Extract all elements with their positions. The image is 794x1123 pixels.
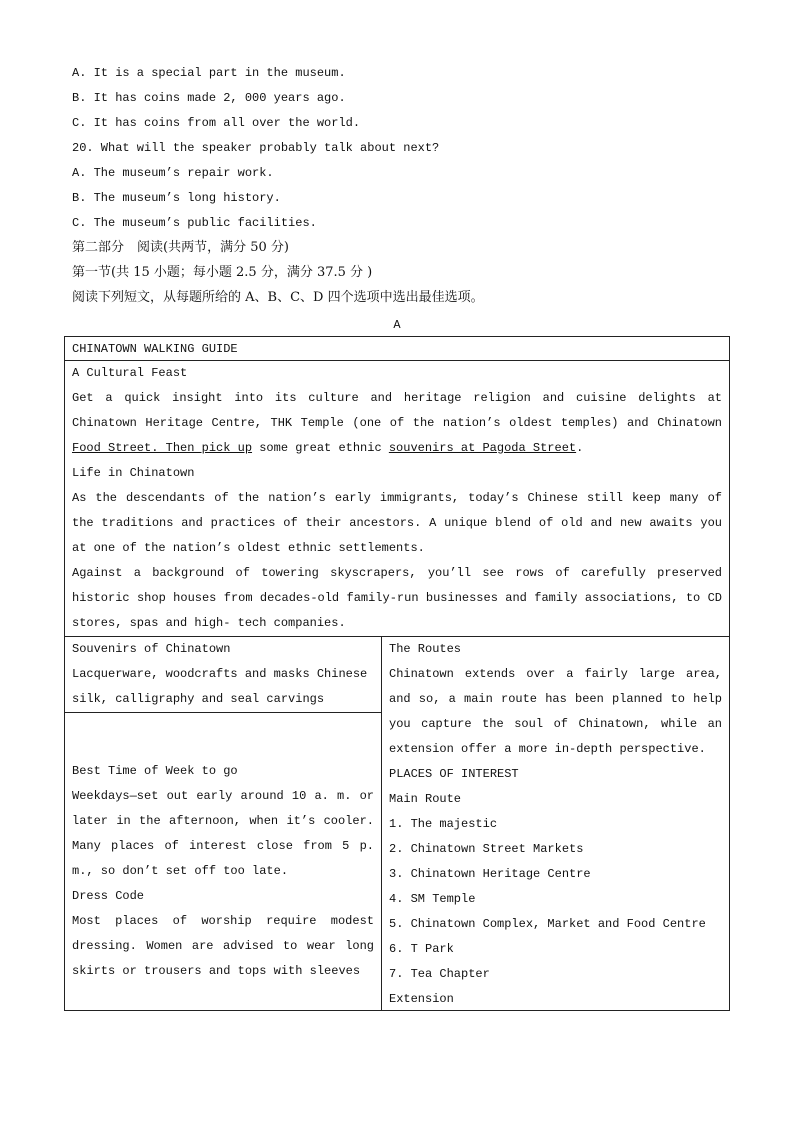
- cultural-feast-text: .: [576, 441, 584, 455]
- question-20: 20. What will the speaker probably talk about next?: [72, 141, 440, 155]
- guide-main-text: [72, 361, 722, 636]
- guide-right-column: [382, 637, 729, 1010]
- route-item: 7. Tea Chapter: [389, 967, 490, 981]
- route-item: 5. Chinatown Complex, Market and Food Centre: [389, 917, 706, 931]
- guide-main-row: [65, 361, 729, 637]
- route-item: 3. Chinatown Heritage Centre: [389, 867, 591, 881]
- extension-label: Extension: [389, 992, 454, 1006]
- route-item: 6. T Park: [389, 942, 454, 956]
- routes-block: [389, 637, 722, 1012]
- guide-title-row: [65, 337, 729, 361]
- cultural-feast-text: Get a quick insight into its culture and heritage religion and cuisine delights at Chinatown Heritage Centre, THK Temple (one of the nation’s oldest temples) and Chinatown: [72, 391, 722, 430]
- guide-title: CHINATOWN WALKING GUIDE: [72, 342, 238, 356]
- cultural-feast-heading: A Cultural Feast: [72, 366, 188, 380]
- part-heading: 第二部分 阅读(共两节，满分 50 分): [72, 240, 289, 255]
- souvenirs-block: [72, 637, 374, 712]
- section-heading: 第一节(共 15 小题；每小题 2.5 分，满分 37.5 分 ): [72, 265, 373, 280]
- option-line: C. It has coins from all over the world.: [72, 116, 361, 130]
- option-line: A. It is a special part in the museum.: [72, 66, 346, 80]
- cultural-feast-paragraph: [72, 386, 722, 461]
- best-time-block: [72, 759, 374, 984]
- routes-heading: The Routes: [389, 642, 462, 656]
- dress-code-heading: Dress Code: [72, 889, 145, 903]
- option-line: B. It has coins made 2, 000 years ago.: [72, 91, 346, 105]
- passage-letter: A: [393, 318, 401, 332]
- route-item: 1. The majestic: [389, 817, 498, 831]
- option-line: A. The museum’s repair work.: [72, 166, 274, 180]
- guide-left-column: [65, 637, 382, 1010]
- route-item: 2. Chinatown Street Markets: [389, 842, 584, 856]
- route-item: 4. SM Temple: [389, 892, 476, 906]
- life-paragraph-2: Against a background of towering skyscrapers, you’ll see rows of carefully preserved historic shop houses from decades-old family-run businesses and family associations, to CD stores, spas and high- tech companies.: [72, 566, 722, 630]
- routes-text: Chinatown extends over a fairly large area, and so, a main route has been planned to help you capture the soul of Chinatown, while an extension offer a more in-depth perspective.: [389, 667, 722, 756]
- souvenirs-cell: [65, 637, 381, 713]
- cultural-feast-text: some great ethnic: [252, 441, 389, 455]
- places-heading: PLACES OF INTEREST: [389, 767, 519, 781]
- souvenirs-text: Lacquerware, woodcrafts and masks Chinese silk, calligraphy and seal carvings: [72, 667, 368, 706]
- option-line: C. The museum’s public facilities.: [72, 216, 317, 230]
- life-heading: Life in Chinatown: [72, 466, 195, 480]
- underlined-phrase: Food Street. Then pick up: [72, 441, 253, 455]
- instruction-text: 阅读下列短文，从每题所给的 A、B、C、D 四个选项中选出最佳选项。: [72, 290, 484, 305]
- souvenirs-heading: Souvenirs of Chinatown: [72, 642, 231, 656]
- life-paragraph-1: As the descendants of the nation’s early immigrants, today’s Chinese still keep many of the traditions and practices of their ancestors. A unique blend of old and new awaits you at one of the nation’s oldest ethnic settlements.: [72, 491, 722, 555]
- best-time-text: Weekdays—set out early around 10 a. m. or later in the afternoon, when it’s cooler. Many places of interest close from 5 p. m., so don’t set off too late.: [72, 789, 374, 878]
- dress-code-text: Most places of worship require modest dressing. Women are advised to wear long skirts or trousers and tops with sleeves: [72, 914, 374, 978]
- option-line: B. The museum’s long history.: [72, 191, 281, 205]
- best-time-heading: Best Time of Week to go: [72, 764, 238, 778]
- guide-table: [64, 336, 730, 1011]
- main-route-heading: Main Route: [389, 792, 462, 806]
- underlined-phrase: souvenirs at Pagoda Street: [388, 441, 577, 455]
